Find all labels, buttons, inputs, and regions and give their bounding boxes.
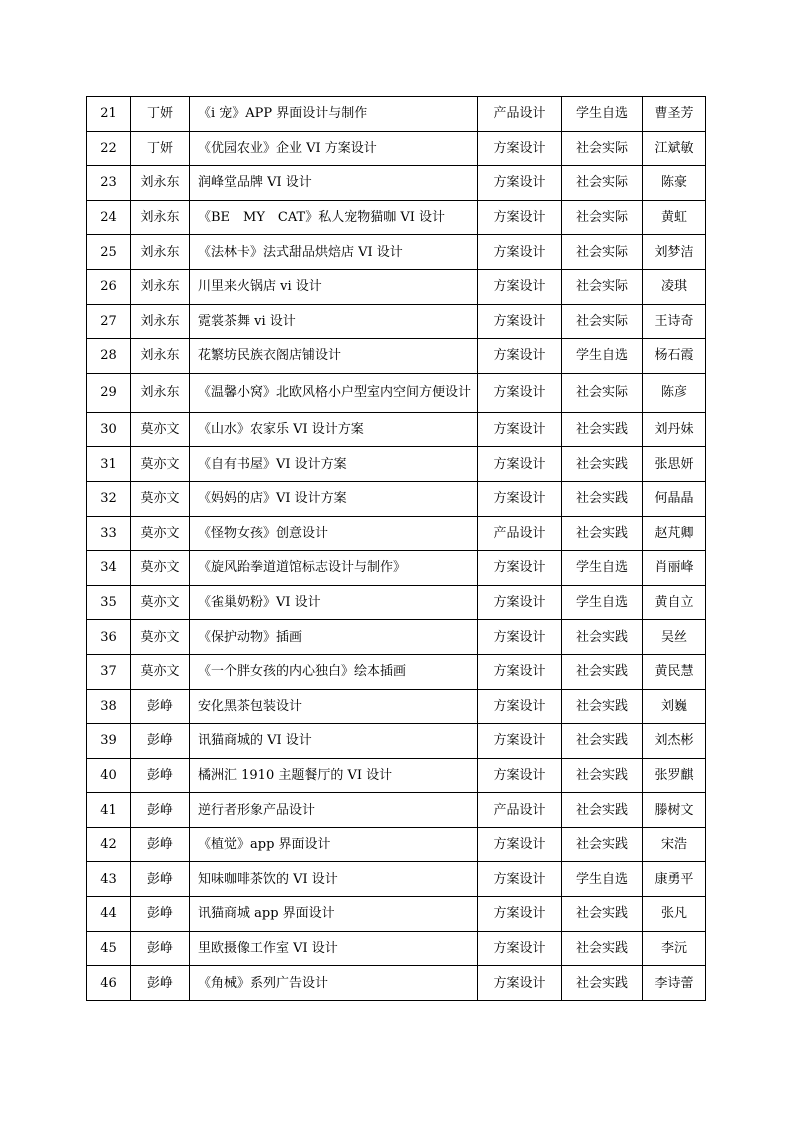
- project-title: 《自有书屋》VI 设计方案: [190, 447, 478, 482]
- student-name: 滕树文: [643, 793, 706, 828]
- project-title: 《角械》系列广告设计: [190, 966, 478, 1001]
- project-title: 《保护动物》插画: [190, 620, 478, 655]
- advisor-name: 莫亦文: [131, 481, 190, 516]
- project-type: 方案设计: [478, 827, 562, 862]
- student-name: 康勇平: [643, 862, 706, 897]
- topic-source: 社会实践: [562, 897, 643, 932]
- advisor-name: 莫亦文: [131, 412, 190, 447]
- project-type: 方案设计: [478, 897, 562, 932]
- project-type: 方案设计: [478, 481, 562, 516]
- advisor-name: 彭峥: [131, 724, 190, 759]
- advisor-name: 彭峥: [131, 862, 190, 897]
- topic-source: 社会实践: [562, 620, 643, 655]
- topic-source: 学生自选: [562, 862, 643, 897]
- advisor-name: 莫亦文: [131, 585, 190, 620]
- table-row: [87, 235, 706, 270]
- topic-source: 社会实际: [562, 166, 643, 201]
- row-number: 41: [87, 793, 131, 828]
- student-name: 张思妍: [643, 447, 706, 482]
- table-row: [87, 131, 706, 166]
- row-number: 24: [87, 200, 131, 235]
- row-number: 42: [87, 827, 131, 862]
- row-number: 46: [87, 966, 131, 1001]
- student-name: 刘丹妹: [643, 412, 706, 447]
- project-table: [86, 96, 706, 1001]
- project-type: 方案设计: [478, 131, 562, 166]
- project-title: 《温馨小窝》北欧风格小户型室内空间方便设计: [190, 373, 478, 412]
- row-number: 23: [87, 166, 131, 201]
- topic-source: 社会实践: [562, 412, 643, 447]
- topic-source: 社会实践: [562, 827, 643, 862]
- project-title: 《优园农业》企业 VI 方案设计: [190, 131, 478, 166]
- project-type: 方案设计: [478, 862, 562, 897]
- project-title: 《妈妈的店》VI 设计方案: [190, 481, 478, 516]
- row-number: 29: [87, 373, 131, 412]
- row-number: 25: [87, 235, 131, 270]
- topic-source: 学生自选: [562, 551, 643, 586]
- topic-source: 社会实践: [562, 724, 643, 759]
- project-type: 方案设计: [478, 269, 562, 304]
- table-row: [87, 897, 706, 932]
- topic-source: 社会实际: [562, 269, 643, 304]
- project-title: 《植觉》app 界面设计: [190, 827, 478, 862]
- project-type: 产品设计: [478, 516, 562, 551]
- table-row: [87, 481, 706, 516]
- project-type: 方案设计: [478, 200, 562, 235]
- project-type: 产品设计: [478, 97, 562, 132]
- project-title: 《i 宠》APP 界面设计与制作: [190, 97, 478, 132]
- table-row: [87, 620, 706, 655]
- project-type: 方案设计: [478, 373, 562, 412]
- table-row: [87, 966, 706, 1001]
- table-row: [87, 516, 706, 551]
- topic-source: 社会实践: [562, 689, 643, 724]
- advisor-name: 彭峥: [131, 689, 190, 724]
- row-number: 44: [87, 897, 131, 932]
- row-number: 28: [87, 339, 131, 374]
- table-row: [87, 931, 706, 966]
- project-title: 里欧摄像工作室 VI 设计: [190, 931, 478, 966]
- student-name: 江斌敏: [643, 131, 706, 166]
- student-name: 刘梦洁: [643, 235, 706, 270]
- row-number: 30: [87, 412, 131, 447]
- topic-source: 社会实际: [562, 235, 643, 270]
- project-type: 方案设计: [478, 339, 562, 374]
- advisor-name: 刘永东: [131, 166, 190, 201]
- advisor-name: 彭峥: [131, 897, 190, 932]
- row-number: 39: [87, 724, 131, 759]
- student-name: 吴丝: [643, 620, 706, 655]
- topic-source: 学生自选: [562, 585, 643, 620]
- table-row: [87, 654, 706, 689]
- student-name: 赵芃卿: [643, 516, 706, 551]
- advisor-name: 刘永东: [131, 339, 190, 374]
- row-number: 22: [87, 131, 131, 166]
- project-type: 方案设计: [478, 758, 562, 793]
- project-type: 方案设计: [478, 304, 562, 339]
- advisor-name: 刘永东: [131, 269, 190, 304]
- topic-source: 社会实践: [562, 447, 643, 482]
- project-title: 逆行者形象产品设计: [190, 793, 478, 828]
- table-row: [87, 862, 706, 897]
- advisor-name: 彭峥: [131, 827, 190, 862]
- row-number: 45: [87, 931, 131, 966]
- topic-source: 社会实践: [562, 793, 643, 828]
- table-row: [87, 551, 706, 586]
- advisor-name: 莫亦文: [131, 551, 190, 586]
- topic-source: 社会实际: [562, 373, 643, 412]
- project-type: 方案设计: [478, 966, 562, 1001]
- student-name: 张罗麒: [643, 758, 706, 793]
- table-row: [87, 304, 706, 339]
- advisor-name: 莫亦文: [131, 516, 190, 551]
- project-type: 方案设计: [478, 585, 562, 620]
- project-title: 讯猫商城 app 界面设计: [190, 897, 478, 932]
- table-row: [87, 827, 706, 862]
- project-type: 方案设计: [478, 412, 562, 447]
- student-name: 张凡: [643, 897, 706, 932]
- advisor-name: 丁妍: [131, 131, 190, 166]
- table-row: [87, 447, 706, 482]
- row-number: 32: [87, 481, 131, 516]
- table-row: [87, 200, 706, 235]
- topic-source: 社会实践: [562, 758, 643, 793]
- project-type: 产品设计: [478, 793, 562, 828]
- table-row: [87, 269, 706, 304]
- advisor-name: 刘永东: [131, 304, 190, 339]
- advisor-name: 莫亦文: [131, 447, 190, 482]
- project-type: 方案设计: [478, 551, 562, 586]
- row-number: 38: [87, 689, 131, 724]
- project-type: 方案设计: [478, 931, 562, 966]
- topic-source: 社会实际: [562, 131, 643, 166]
- row-number: 40: [87, 758, 131, 793]
- topic-source: 学生自选: [562, 339, 643, 374]
- row-number: 27: [87, 304, 131, 339]
- row-number: 26: [87, 269, 131, 304]
- advisor-name: 彭峥: [131, 793, 190, 828]
- topic-source: 社会实践: [562, 654, 643, 689]
- topic-source: 社会实际: [562, 304, 643, 339]
- advisor-name: 彭峥: [131, 966, 190, 1001]
- table-row: [87, 689, 706, 724]
- project-title: 《雀巢奶粉》VI 设计: [190, 585, 478, 620]
- student-name: 刘巍: [643, 689, 706, 724]
- project-type: 方案设计: [478, 620, 562, 655]
- table-row: [87, 339, 706, 374]
- project-title: 《旋风跆拳道道馆标志设计与制作》: [190, 551, 478, 586]
- project-title: 《BE MY CAT》私人宠物猫咖 VI 设计: [190, 200, 478, 235]
- project-title: 《山水》农家乐 VI 设计方案: [190, 412, 478, 447]
- student-name: 黄民慧: [643, 654, 706, 689]
- row-number: 43: [87, 862, 131, 897]
- project-title: 讯猫商城的 VI 设计: [190, 724, 478, 759]
- topic-source: 社会实际: [562, 200, 643, 235]
- student-name: 陈彦: [643, 373, 706, 412]
- table-row: [87, 724, 706, 759]
- table-row: [87, 373, 706, 412]
- row-number: 33: [87, 516, 131, 551]
- project-title: 橘洲汇 1910 主题餐厅的 VI 设计: [190, 758, 478, 793]
- topic-source: 社会实践: [562, 966, 643, 1001]
- project-title: 知味咖啡茶饮的 VI 设计: [190, 862, 478, 897]
- project-title: 《怪物女孩》创意设计: [190, 516, 478, 551]
- table-row: [87, 97, 706, 132]
- project-type: 方案设计: [478, 447, 562, 482]
- project-title: 花繁坊民族衣阁店铺设计: [190, 339, 478, 374]
- project-type: 方案设计: [478, 724, 562, 759]
- advisor-name: 刘永东: [131, 373, 190, 412]
- table-row: [87, 585, 706, 620]
- student-name: 凌琪: [643, 269, 706, 304]
- row-number: 37: [87, 654, 131, 689]
- project-title: 润峰堂品牌 VI 设计: [190, 166, 478, 201]
- table-body: [87, 97, 706, 1001]
- student-name: 李诗蕾: [643, 966, 706, 1001]
- project-type: 方案设计: [478, 235, 562, 270]
- table-row: [87, 793, 706, 828]
- advisor-name: 刘永东: [131, 200, 190, 235]
- table-row: [87, 758, 706, 793]
- project-type: 方案设计: [478, 166, 562, 201]
- student-name: 曹圣芳: [643, 97, 706, 132]
- student-name: 王诗奇: [643, 304, 706, 339]
- advisor-name: 刘永东: [131, 235, 190, 270]
- student-name: 黄自立: [643, 585, 706, 620]
- advisor-name: 彭峥: [131, 758, 190, 793]
- table-row: [87, 412, 706, 447]
- project-title: 川里来火锅店 vi 设计: [190, 269, 478, 304]
- row-number: 36: [87, 620, 131, 655]
- student-name: 何晶晶: [643, 481, 706, 516]
- topic-source: 社会实践: [562, 481, 643, 516]
- project-title: 《一个胖女孩的内心独白》绘本插画: [190, 654, 478, 689]
- project-title: 霓裳茶舞 vi 设计: [190, 304, 478, 339]
- project-title: 《法林卡》法式甜品烘焙店 VI 设计: [190, 235, 478, 270]
- advisor-name: 莫亦文: [131, 620, 190, 655]
- student-name: 陈豪: [643, 166, 706, 201]
- row-number: 21: [87, 97, 131, 132]
- student-name: 杨石霞: [643, 339, 706, 374]
- advisor-name: 丁妍: [131, 97, 190, 132]
- project-title: 安化黑茶包装设计: [190, 689, 478, 724]
- topic-source: 社会实践: [562, 931, 643, 966]
- student-name: 宋浩: [643, 827, 706, 862]
- student-name: 黄虹: [643, 200, 706, 235]
- student-name: 李沅: [643, 931, 706, 966]
- row-number: 31: [87, 447, 131, 482]
- row-number: 34: [87, 551, 131, 586]
- student-name: 刘杰彬: [643, 724, 706, 759]
- student-name: 肖丽峰: [643, 551, 706, 586]
- table-row: [87, 166, 706, 201]
- topic-source: 社会实践: [562, 516, 643, 551]
- project-type: 方案设计: [478, 654, 562, 689]
- topic-source: 学生自选: [562, 97, 643, 132]
- project-type: 方案设计: [478, 689, 562, 724]
- row-number: 35: [87, 585, 131, 620]
- advisor-name: 彭峥: [131, 931, 190, 966]
- advisor-name: 莫亦文: [131, 654, 190, 689]
